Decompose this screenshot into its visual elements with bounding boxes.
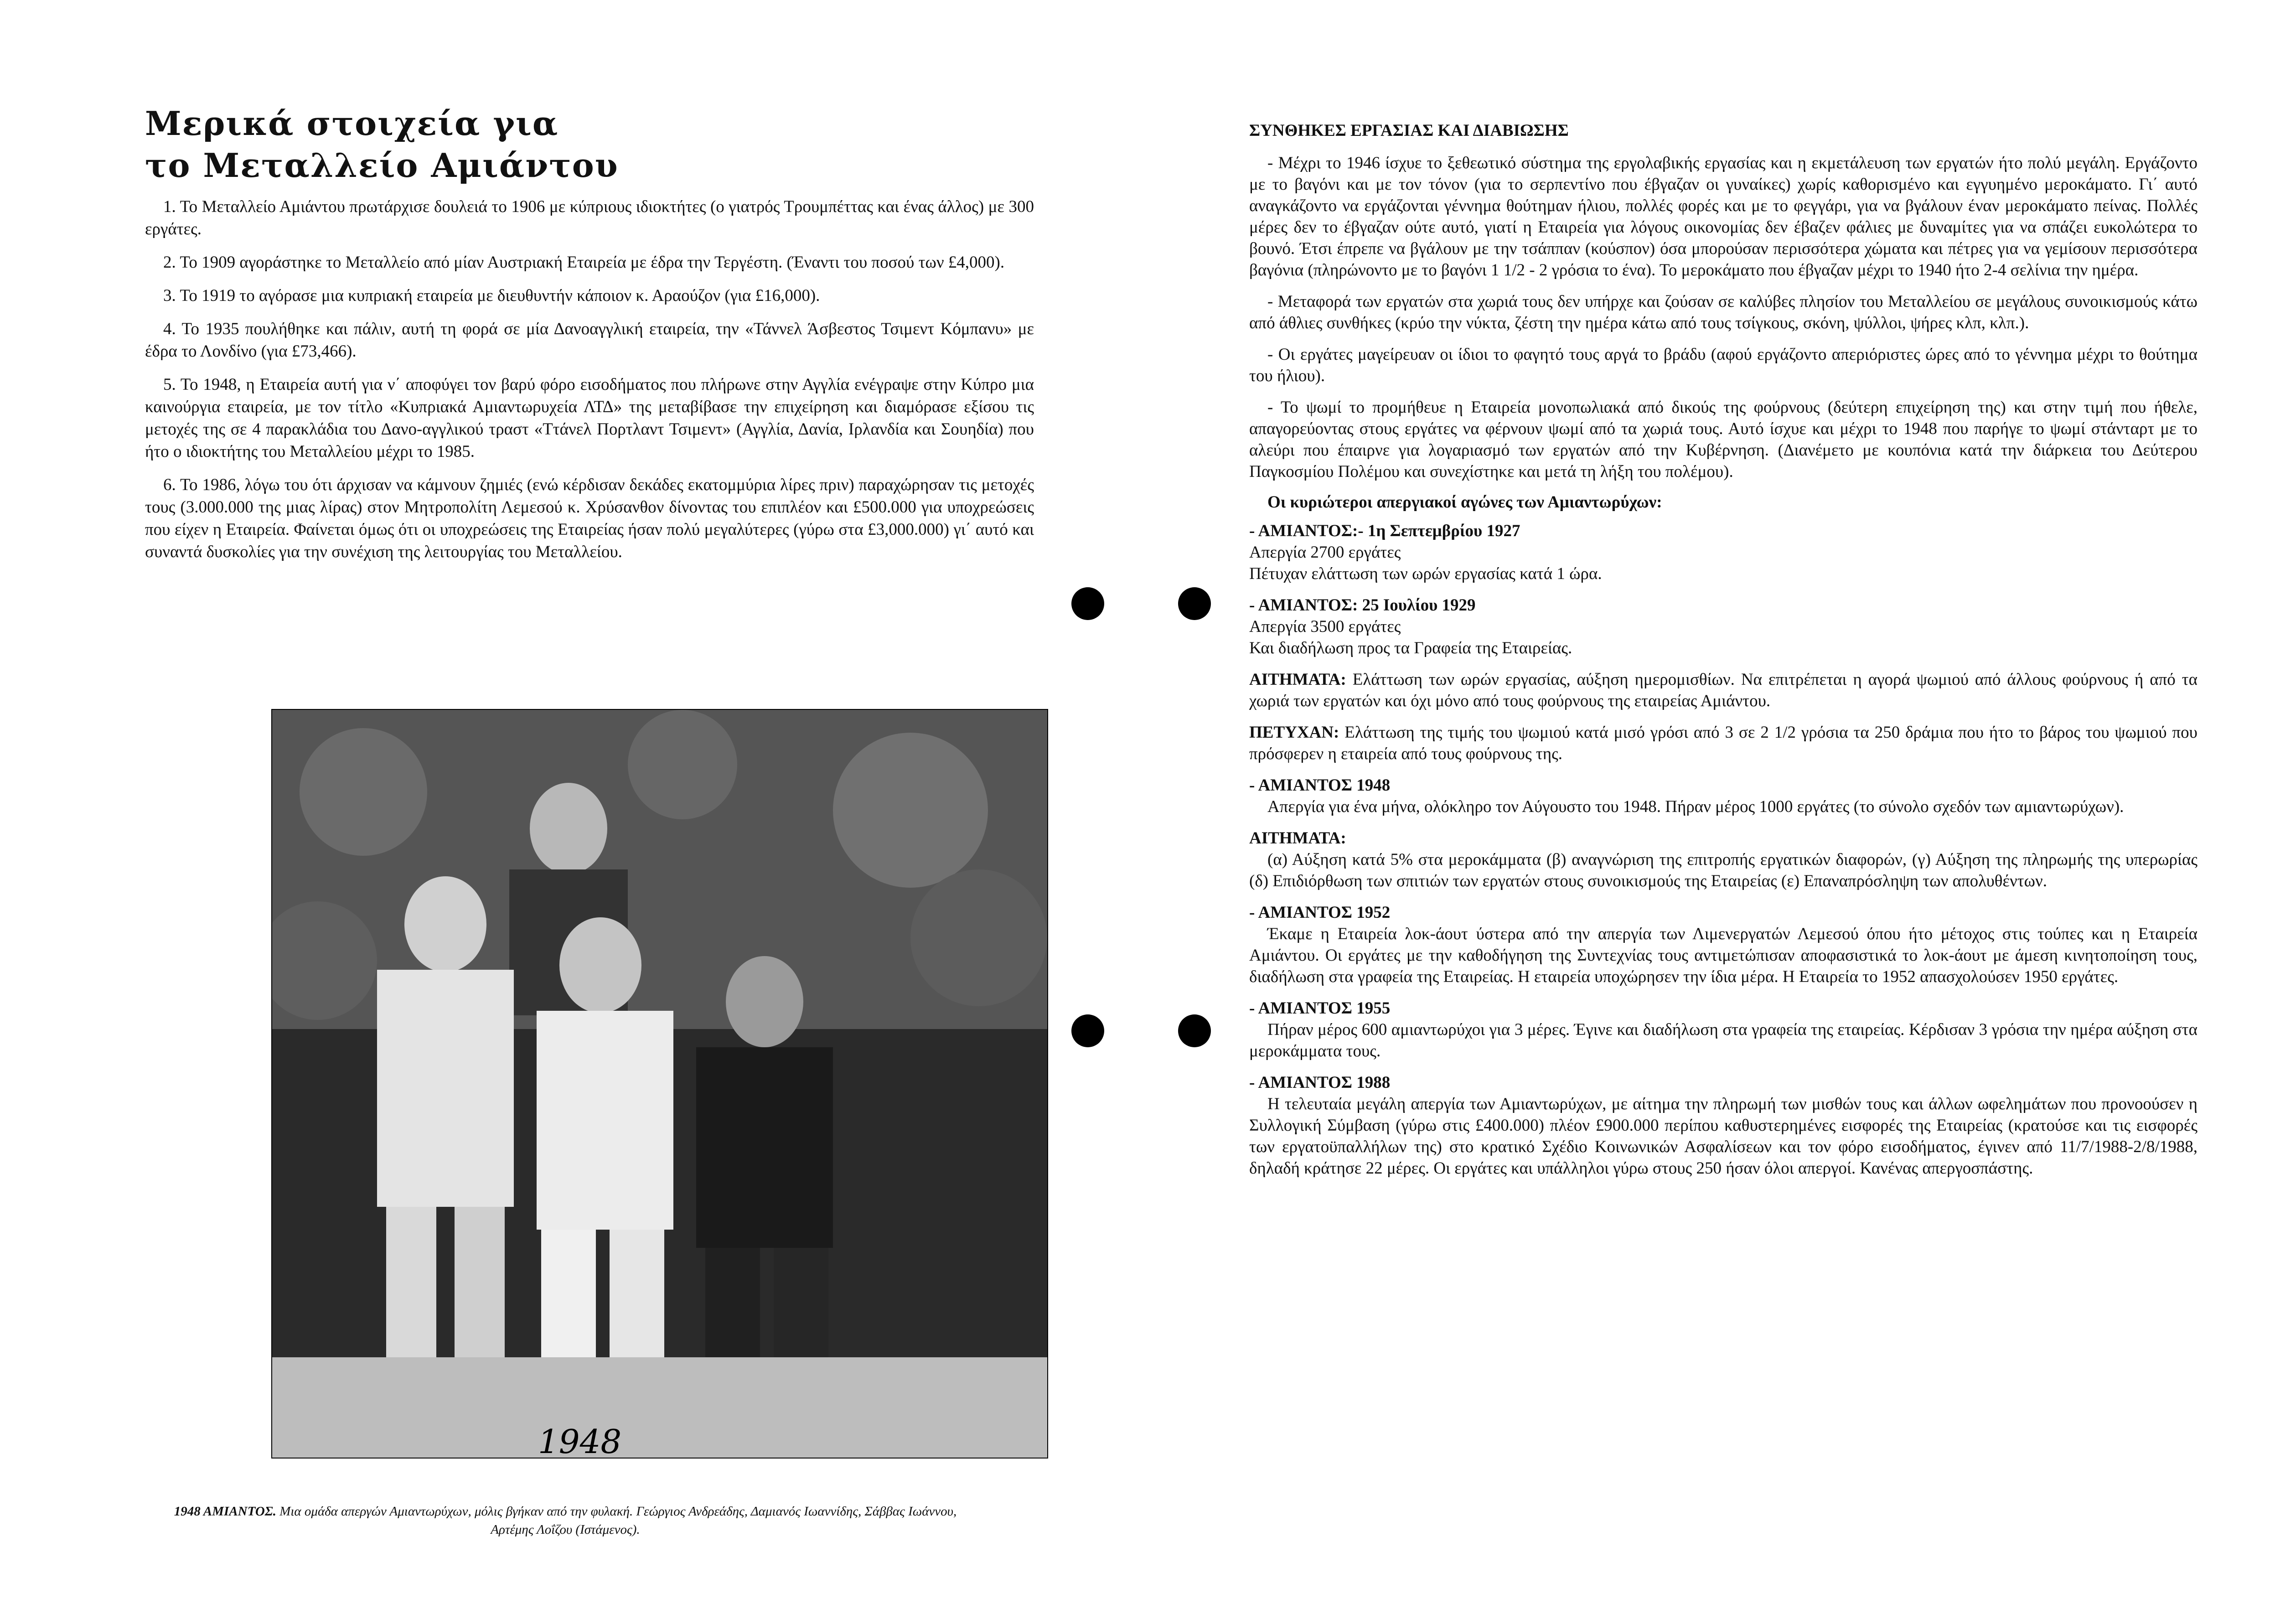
strike-1955: [1249, 998, 2197, 1062]
conditions-paragraph: - Μέχρι το 1946 ίσχυε το ξεθεωτικό σύστημα της εργολαβικής εργασίας και η εκμετάλευση των εργατών ήτο πολύ μεγάλη. Εργάζοντο με το βαγόνι και με τον τόνον (για το σερπεντίνο που έβγαζαν οι γυναίκες) χωρίς καθορισμένο και εγγυημένο μεροκάματο. Γι΄ αυτό αναγκάζοντο να εργάζονται γέννημα θούτημαν ήλιου, πολλές φορές και με το φεγγάρι, για να βγάλουν έναν μεροκάματο πείνας. Πολλές μέρες δεν το έβγαζαν ούτε αυτό, γιατί η Εταιρεία για λόγους οικονομίας δεν έβαζεν φάλιες με δυναμίτες για να σπάζει ευκολώτερα το βουνό. Έτσι έπρεπε να βγάλουν με την τσάππαν (κούσπον) όσα μπορούσαν περισσότερα χώματα και πέτρες για να γεμίσουν περισσότερα βαγόνια (πληρώνοντο με το βαγόνι 1 1/2 - 2 γρόσια το ένα). Το μεροκάματο που έβγαζαν μέχρι το 1940 ήτο 2-4 σελίνια την ημέρα.: [1249, 154, 2197, 279]
demands-text: (α) Αύξηση κατά 5% στα μεροκάμματα (β) αναγνώριση της επιτροπής εργατικών διαφορών, (γ) Αύξηση της πληρωμής της υπερωρίας (δ) Επιδιόρθωση των σπιτιών των εργατών στους συνοικισμούς της Εταιρείας (ε) Επαναπρόσληψη των απολυθέντων.: [1249, 850, 2197, 890]
result-label: ΠΕΤΥΧΑΝ:: [1249, 723, 1339, 742]
title-line-1: Μερικά στοιχεία για: [145, 104, 559, 143]
strike-1927-heading: - ΑΜΙΑΝΤΟΣ:- 1η Σεπτεμβρίου 1927: [1249, 522, 1520, 540]
strike-1929-heading: - ΑΜΙΑΝΤΟΣ: 25 Ιουλίου 1929: [1249, 596, 1476, 615]
title-line-2: το Μεταλλείο Αμιάντου: [145, 146, 619, 185]
strike-1929-demands: [1249, 669, 2197, 712]
demands-label: ΑΙΤΗΜΑΤΑ:: [1249, 829, 1346, 848]
strike-1929-line: Απεργία 3500 εργάτες: [1249, 617, 1401, 636]
binder-hole: [1178, 587, 1211, 620]
strike-1948: [1249, 775, 2197, 817]
conditions-paragraph: - Μεταφορά των εργατών στα χωριά τους δεν υπήρχε και ζούσαν σε καλύβες πλησίον του Μεταλλείου σε μεγάλους συνοικισμούς κάτω από άθλιες συνθήκες (κρύο την νύκτα, ζέστη την ημέρα κάτω από τους τσίγκους, σκόνη, ψύλλοι, ψήρες κλπ, κλπ.).: [1249, 292, 2197, 332]
left-column: [145, 103, 1034, 574]
strike-1988-heading: - ΑΜΙΑΝΤΟΣ 1988: [1249, 1073, 1391, 1092]
demands-text: Ελάττωση των ωρών εργασίας, αύξηση ημερομισθίων. Να επιτρέπεται η αγορά ψωμιού από άλλους φούρνους ή από τα χωριά των εργατών και όχι μόνο από τους φούρνους της εταιρείας Αμιάντου.: [1249, 670, 2197, 710]
history-item-3: 3. Το 1919 το αγόρασε μια κυπριακή εταιρεία με διευθυντήν κάποιον κ. Αραούζον (για £16,000).: [163, 286, 820, 305]
conditions-paragraph: - Οι εργάτες μαγείρευαν οι ίδιοι το φαγητό τους αργά το βράδυ (αφού εργάζοντο απεριόριστες ώρες από το γέννημα μέχρι το θούτημα του ήλιου).: [1249, 345, 2197, 385]
strike-1955-heading: - ΑΜΙΑΝΤΟΣ 1955: [1249, 999, 1391, 1018]
strike-1988-text: Η τελευταία μεγάλη απεργία των Αμιαντωρύχων, με αίτημα την πληρωμή των μισθών τους και άλλων ωφελημάτων που προνοούσεν η Συλλογική Σύμβαση (γύρω στις £400.000) πλέον £900.000 περίπου καθυστερημένες εισφορές της Εταιρείας (κρατούσε και τις εισφορές των εργατοϋπαλλήλων της) στο κρατικό Σχέδιο Κοινωνικών Ασφαλίσεων και τον φόρο εισοδήματος, έγινεν από 11/7/1988-2/8/1988, δηλαδή κράτησε 22 μέρες. Οι εργάτες και υπάλληλοι γύρω στους 250 ήσαν όλοι απεργοί. Κανένας απεργοσπάστης.: [1249, 1095, 2197, 1178]
page-title: [145, 103, 1034, 186]
caption-text: Μια ομάδα απεργών Αμιαντωρύχων, μόλις βγήκαν από την φυλακή. Γεώργιος Ανδρεάδης, Δαμιανός Ιωαννίδης, Σάββας Ιωάννου, Αρτέμης Λοΐζου (Ιστάμενος).: [276, 1504, 957, 1537]
strike-1927-line: Απεργία 2700 εργάτες: [1249, 543, 1401, 562]
history-item-1: 1. Το Μεταλλείο Αμιάντου πρωτάρχισε δουλειά το 1906 με κύπριους ιδιοκτήτες (ο γιατρός Τρουμπέττας και ένας άλλος) με 300 εργάτες.: [145, 197, 1034, 238]
photo-caption: [157, 1502, 973, 1539]
binder-hole: [1178, 1014, 1211, 1047]
history-item-5: 5. Το 1948, η Εταιρεία αυτή για ν΄ αποφύγει τον βαρύ φόρο εισοδήματος που πλήρωνε στην Αγγλία ενέγραψε στην Κύπρο μια καινούργια εταιρεία, με τον τίτλο «Κυπριακά Αμιαντωρυχεία ΛΤΔ» της μεταβίβασε την επιχείρηση και διαμόρασε εξίσου τις μετοχές της σε 4 παρακλάδια του Δανο-αγγλικού τραστ «Ττάνελ Πορτλαντ Τσιμεντ» (Αγγλία, Δανία, Ιρλανδία και Σουηδία) που ήτο ο ιδιοκτήτης του Μεταλλείου μέχρι το 1985.: [145, 375, 1034, 461]
strike-1952-text: Έκαμε η Εταιρεία λοκ-άουτ ύστερα από την απεργία των Λιμενεργατών Λεμεσού όπου ήτο μέτοχος στις τούπες και η Εταιρεία Αμιάντου. Οι εργάτες με την καθοδήγηση της Συντεχνίας τους αντιμετώπισαν αποφασιστικά το λοκ-άουτ με άμεση κινητοποίηση τους, διαδήλωση στα γραφεία της Εταιρείας. Η εταιρεία υποχώρησεν την ίδια μέρα. Η Εταιρεία το 1952 απασχολούσεν 1950 εργάτες.: [1249, 925, 2197, 986]
right-column: [1249, 121, 2197, 1189]
strike-1952: [1249, 902, 2197, 988]
strike-1955-text: Πήραν μέρος 600 αμιαντωρύχοι για 3 μέρες. Έγινε και διαδήλωση στα γραφεία της εταιρείας. Κέρδισαν 3 γρόσια την ημέρα αύξηση στα μεροκάμματα τους.: [1249, 1020, 2197, 1060]
strike-1929: [1249, 595, 2197, 659]
strikes-heading: Οι κυριώτεροι απεργιακοί αγώνες των Αμιαντωρύχων:: [1267, 493, 1662, 512]
strike-1929-line: Και διαδήλωση προς τα Γραφεία της Εταιρείας.: [1249, 639, 1572, 657]
history-item-6: 6. Το 1986, λόγω του ότι άρχισαν να κάμνουν ζημιές (ενώ κέρδισαν δεκάδες εκατομμύρια λίρες πριν) παραχώρησαν τις μετοχές τους (3.000.000 της μιας λίρας) στον Μητροπολίτη Λεμεσού κ. Χρύσανθον δίνοντας του επιπλέον και £500.000 για υποχρεώσεις που είχεν η Εταιρεία. Φαίνεται όμως ότι οι υποχρεώσεις της Εταιρείας ήσαν πολύ μεγαλύτερες (γύρω στα £3,000.000) γι΄ αυτό και συναντά δυσκολίες για την συνέχιση της λειτουργίας του Μεταλλείου.: [145, 476, 1034, 561]
strike-1952-heading: - ΑΜΙΑΝΤΟΣ 1952: [1249, 903, 1391, 922]
strike-1988: [1249, 1072, 2197, 1179]
strike-1927: [1249, 520, 2197, 584]
binder-hole: [1071, 1014, 1104, 1047]
history-item-2: 2. Το 1909 αγοράστηκε το Μεταλλείο από μίαν Αυστριακή Εταιρεία με έδρα την Τεργέστη. (Έναντι του ποσού των £4,000).: [163, 253, 1005, 272]
history-item-4: 4. Το 1935 πουλήθηκε και πάλιν, αυτή τη φορά σε μία Δανοαγγλική εταιρεία, την «Τάννελ Άσβεστος Τσιμεντ Κόμπανυ» με έδρα το Λονδίνο (για £73,466).: [145, 320, 1034, 361]
conditions-paragraph: - Το ψωμί το προμήθευε η Εταιρεία μονοπωλιακά από δικούς της φούρνους (δεύτερη επιχείρηση της) και στην τιμή που ήθελε, απαγορεύοντας στους εργάτες να φέρνουν ψωμί από τα χωριά τους. Αυτό ίσχυε και μέχρι το 1948 που παρήγε το ψωμί στάνταρτ με το αλεύρι που έπαιρνε για λογαριασμό των εργατών από την Κυβέρνηση. (Διανέμετο με κουπόνια κατά την διάρκεια του Δεύτερου Παγκοσμίου Πολέμου και συνεχίστηκε και μετά τη λήξη του πολέμου).: [1249, 398, 2197, 481]
result-text: Ελάττωση της τιμής του ψωμιού κατά μισό γρόσι από 3 σε 2 1/2 γρόσια τα 250 δράμια που ήτο το βάρος του ψωμιού που πρόσφερεν η εταιρεία από τους φούρνους της.: [1249, 723, 2197, 763]
section-heading: ΣΥΝΘΗΚΕΣ ΕΡΓΑΣΙΑΣ ΚΑΙ ΔΙΑΒΙΩΣΗΣ: [1249, 121, 1569, 140]
strike-1948-demands: [1249, 828, 2197, 892]
caption-lead: 1948 ΑΜΙΑΝΤΟΣ.: [174, 1504, 276, 1519]
strike-1929-result: [1249, 722, 2197, 765]
strike-1948-text: Απεργία για ένα μήνα, ολόκληρο τον Αύγουστο του 1948. Πήραν μέρος 1000 εργάτες (το σύνολο σχεδόν των αμιαντωρύχων).: [1267, 797, 2124, 816]
binder-hole: [1071, 587, 1104, 620]
photo-handwritten-year: 1948: [538, 1422, 622, 1461]
photo-illustration: [272, 710, 1047, 1458]
demands-label: ΑΙΤΗΜΑΤΑ:: [1249, 670, 1346, 689]
strike-1927-line: Πέτυχαν ελάττωση των ωρών εργασίας κατά 1 ώρα.: [1249, 564, 1602, 583]
strike-1948-heading: - ΑΜΙΑΝΤΟΣ 1948: [1249, 776, 1391, 795]
historical-photo: [271, 709, 1048, 1458]
